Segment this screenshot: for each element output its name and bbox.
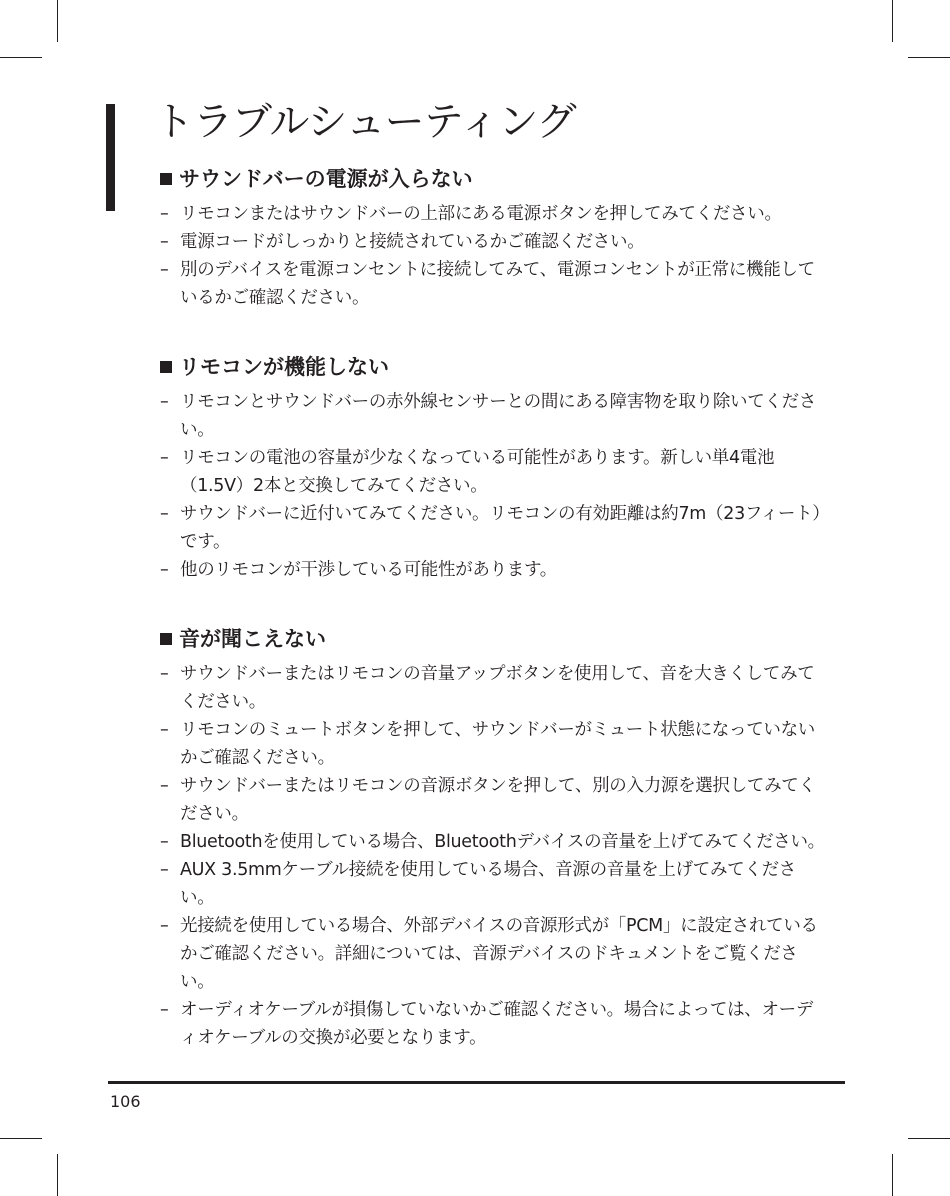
list-item [160, 912, 828, 996]
dash-bullet-icon: – [160, 664, 169, 684]
list-item [160, 388, 828, 444]
list-item [160, 556, 828, 584]
list-item [160, 828, 828, 856]
crop-mark-bottom-left [57, 1154, 58, 1196]
dash-bullet-icon: – [160, 776, 169, 796]
list-item-text: サウンドバーまたはリモコンの音源ボタンを押して、別の入力源を選択してみてください。 [180, 776, 816, 824]
list-item [160, 256, 828, 312]
footer-rule [108, 1081, 845, 1084]
section-marker-bar [106, 104, 115, 211]
dash-bullet-icon: – [160, 560, 169, 580]
list-item [160, 856, 828, 912]
section-heading [160, 346, 828, 388]
crop-mark-top-left [57, 0, 58, 42]
section-remote [160, 346, 828, 584]
list-item-text: リモコンの電池の容量が少なくなっている可能性があります。新しい単4電池（1.5V）2本と交換してみてください。 [180, 448, 775, 496]
dash-bullet-icon: – [160, 448, 169, 468]
list-item-text: 他のリモコンが干渉している可能性があります。 [180, 560, 557, 580]
list-item [160, 996, 828, 1052]
section-no-sound [160, 618, 828, 1052]
dash-bullet-icon: – [160, 832, 169, 852]
section-power [160, 158, 828, 312]
list-item-text: サウンドバーに近付いてみてください。リモコンの有効距離は約7m（23フィート）です。 [180, 504, 821, 552]
list-item-text: 光接続を使用している場合、外部デバイスの音源形式が「PCM」に設定されているかご確認ください。詳細については、音源デバイスのドキュメントをご覧ください。 [180, 916, 818, 992]
list-item-text: サウンドバーまたはリモコンの音量アップボタンを使用して、音を大きくしてみてください。 [180, 664, 815, 712]
list-item-text: 別のデバイスを電源コンセントに接続してみて、電源コンセントが正常に機能しているかご確認ください。 [180, 260, 815, 308]
item-list [160, 388, 828, 584]
crop-mark-top-right [892, 0, 893, 42]
list-item-text: 電源コードがしっかりと接続されているかご確認ください。 [180, 232, 645, 252]
dash-bullet-icon: – [160, 260, 169, 280]
item-list [160, 660, 828, 1052]
troubleshooting-content [160, 158, 828, 1086]
dash-bullet-icon: – [160, 204, 169, 224]
square-bullet-icon [160, 633, 172, 645]
list-item-text: AUX 3.5mmケーブル接続を使用している場合、音源の音量を上げてみてください。 [180, 860, 796, 908]
crop-mark-bottom-right [892, 1154, 893, 1196]
list-item [160, 228, 828, 256]
list-item-text: リモコンのミュートボタンを押して、サウンドバーがミュート状態になっていないかご確認ください。 [180, 720, 815, 768]
list-item [160, 444, 828, 500]
list-item [160, 500, 828, 556]
square-bullet-icon [160, 361, 172, 373]
list-item [160, 660, 828, 716]
list-item-text: リモコンとサウンドバーの赤外線センサーとの間にある障害物を取り除いてください。 [180, 392, 817, 440]
section-heading-text: サウンドバーの電源が入らない [179, 167, 473, 191]
section-heading-text: リモコンが機能しない [179, 355, 389, 379]
dash-bullet-icon: – [160, 860, 169, 880]
dash-bullet-icon: – [160, 504, 169, 524]
list-item-text: オーディオケーブルが損傷していないかご確認ください。場合によっては、オーディオケーブルの交換が必要となります。 [180, 1000, 814, 1048]
list-item [160, 772, 828, 828]
item-list [160, 200, 828, 312]
section-heading [160, 158, 828, 200]
list-item-text: リモコンまたはサウンドバーの上部にある電源ボタンを押してみてください。 [180, 204, 782, 224]
dash-bullet-icon: – [160, 232, 169, 252]
section-heading [160, 618, 828, 660]
page-number: 106 [110, 1092, 141, 1111]
list-item [160, 716, 828, 772]
section-heading-text: 音が聞こえない [179, 627, 326, 651]
crop-mark-top-right [908, 57, 950, 58]
list-item [160, 200, 828, 228]
crop-mark-bottom-right [908, 1138, 950, 1139]
dash-bullet-icon: – [160, 916, 169, 936]
square-bullet-icon [160, 173, 172, 185]
dash-bullet-icon: – [160, 720, 169, 740]
list-item-text: Bluetoothを使用している場合、Bluetoothデバイスの音量を上げてみてください。 [180, 832, 825, 852]
dash-bullet-icon: – [160, 1000, 169, 1020]
crop-mark-bottom-left [0, 1138, 42, 1139]
crop-mark-top-left [0, 57, 42, 58]
dash-bullet-icon: – [160, 392, 169, 412]
page-title: トラブルシューティング [154, 99, 576, 145]
